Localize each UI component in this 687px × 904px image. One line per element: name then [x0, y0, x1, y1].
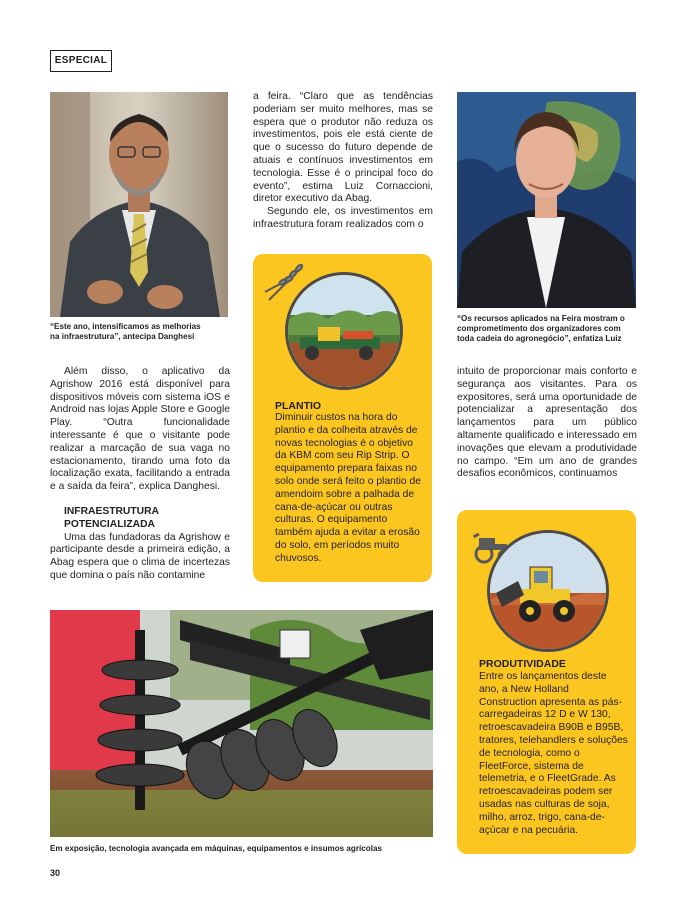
plantio-box — [253, 254, 432, 582]
bottom-photo-caption: Em exposição, tecnologia avançada em máquinas, equipamentos e insumos agrícolas — [50, 844, 382, 853]
plantio-text: Diminuir custos na hora do plantio e da colheita através de novas tecnologias é o objetivo da KBM com seu Rip Strip. O equipamento prepara faixas no solo onde será feito o plantio de amendoim sobre a palhada de cana-de-açúcar ou outras culturas. O equipamento também ajuda a evitar a erosão do solo, em períodos muito chuvosos. — [275, 412, 421, 564]
produtividade-loader-photo — [487, 530, 609, 652]
page-number: 30 — [50, 868, 61, 878]
produtividade-text: Entre os lançamentos deste ano, a New Holland Construction apresenta as pás-carregadeiras 12 D e W 130, retroescavadeira B90B e B95B, tratores, telehandlers e soluções de tecnologia, como o FleetForce, sistema de telemetria, e o FleetGrade. As retroescavadeiras podem ser usadas nas culturas de soja, milho, arroz, trigo, cana-de-açúcar e na pecuária. — [479, 671, 628, 836]
article-right-column — [457, 366, 637, 481]
portrait-photo-danghesi — [50, 92, 228, 317]
plantio-title: PLANTIO — [275, 400, 322, 412]
paragraph: Além disso, o aplicativo da Agrishow 2016 está disponível para dispositivos móveis com sistema iOS e Android nas lojas Apple Store e Google Play. “Outra funcionalidade interessante é que o visitante pode realizar a marcação de sua vaga no estacionamento, tirando uma foto da localização exata, facilitando a entrada e a saída da feira”, explica Danghesi. — [50, 366, 230, 493]
paragraph: intuito de proporcionar mais conforto e segurança aos visitantes. Para os expositores, será uma oportunidade de potencializar a apresentação dos lançamentos para um público altamente qualificado e interessado em inovações que elevam a produtividade no campo. “Em um ano de grandes desafios econômicos, continuamos — [457, 366, 637, 480]
article-left-column — [50, 366, 230, 583]
subhead-line-1: INFRAESTRUTURA — [64, 505, 159, 517]
left-photo-caption: “Este ano, intensificamos as melhorias na infraestrutura”, antecipa Danghesi — [50, 322, 201, 341]
exhibition-equipment-photo — [50, 610, 433, 837]
produtividade-box — [457, 510, 636, 854]
subhead-line-2: POTENCIALIZADA — [64, 518, 155, 530]
right-photo-caption: “Os recursos aplicados na Feira mostram o comprometimento dos organizadores com toda cadeia do agronegócio”, enfatiza Luiz — [457, 314, 625, 343]
plantio-machine-photo — [285, 272, 403, 390]
section-tag: ESPECIAL — [50, 50, 112, 72]
portrait-photo-luiz — [457, 92, 636, 308]
paragraph: a feira. “Claro que as tendências poderiam ser muito melhores, mas se espera que o produtor não reduza os investimentos, pois ele está ciente de que o sucesso do futuro depende de atuais e contínuos investimentos em tecnologia. Esse é o principal foco do evento”, estima Luiz Cornaccioni, diretor executivo da Abag. — [253, 91, 433, 205]
produtividade-title: PRODUTIVIDADE — [479, 658, 566, 670]
paragraph: Uma das fundadoras da Agrishow e participante desde a primeira edição, a Abag espera que o clima de incertezas que domina o país não contamine — [50, 531, 230, 581]
paragraph: Segundo ele, os investimentos em infraestrutura foram realizados com o — [253, 206, 433, 230]
article-middle-top — [253, 91, 433, 232]
